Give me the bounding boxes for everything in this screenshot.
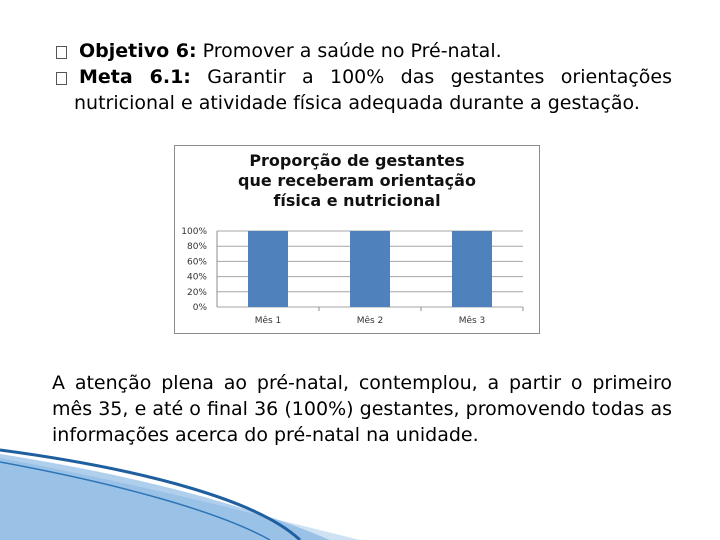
bullet-label: Objetivo 6:: [79, 40, 197, 62]
bullet-body: Garantir a 100% das gestantes orientações: [190, 66, 672, 88]
bullet-text: [79, 64, 672, 90]
bar: [248, 231, 288, 307]
bullet-text: [79, 38, 672, 64]
y-tick-label: 100%: [181, 227, 207, 237]
chart-title-text: Proporção de gestantes que receberam orientação física e nutricional: [238, 151, 476, 210]
bar: [452, 231, 492, 307]
bullet-item: [52, 38, 672, 64]
bar-chart-plot: [175, 146, 539, 333]
bar: [350, 231, 390, 307]
x-tick-label: Mês 1: [254, 316, 282, 326]
y-tick-label: 60%: [186, 257, 207, 268]
y-tick-label: 80%: [186, 242, 207, 253]
y-tick-label: 0%: [192, 303, 207, 313]
square-bullet-icon: [56, 46, 67, 59]
x-tick-label: Mês 3: [458, 316, 486, 326]
x-tick-label: Mês 2: [356, 316, 384, 326]
wave-mid-shape: [0, 454, 330, 540]
y-tick-label: 20%: [186, 287, 207, 298]
chart-frame: [174, 145, 540, 334]
bullet-continuation: nutricional e atividade física adequada durante a gestação.: [74, 92, 640, 114]
summary-paragraph: A atenção plena ao pré-natal, contemplou, a partir o primeiro mês 35, e até o final 36 (100%) gestantes, promovendo todas as informações acerca do pré-natal na unidade.: [52, 372, 672, 446]
bullet-label: Meta 6.1:: [79, 66, 191, 88]
square-bullet-icon: [56, 72, 67, 85]
decorative-wave: [0, 440, 720, 540]
bullet-list: [52, 38, 672, 116]
bullet-item: [52, 64, 672, 90]
bullet-body: Promover a saúde no Pré-natal.: [196, 40, 502, 62]
y-tick-label: 40%: [186, 272, 207, 283]
